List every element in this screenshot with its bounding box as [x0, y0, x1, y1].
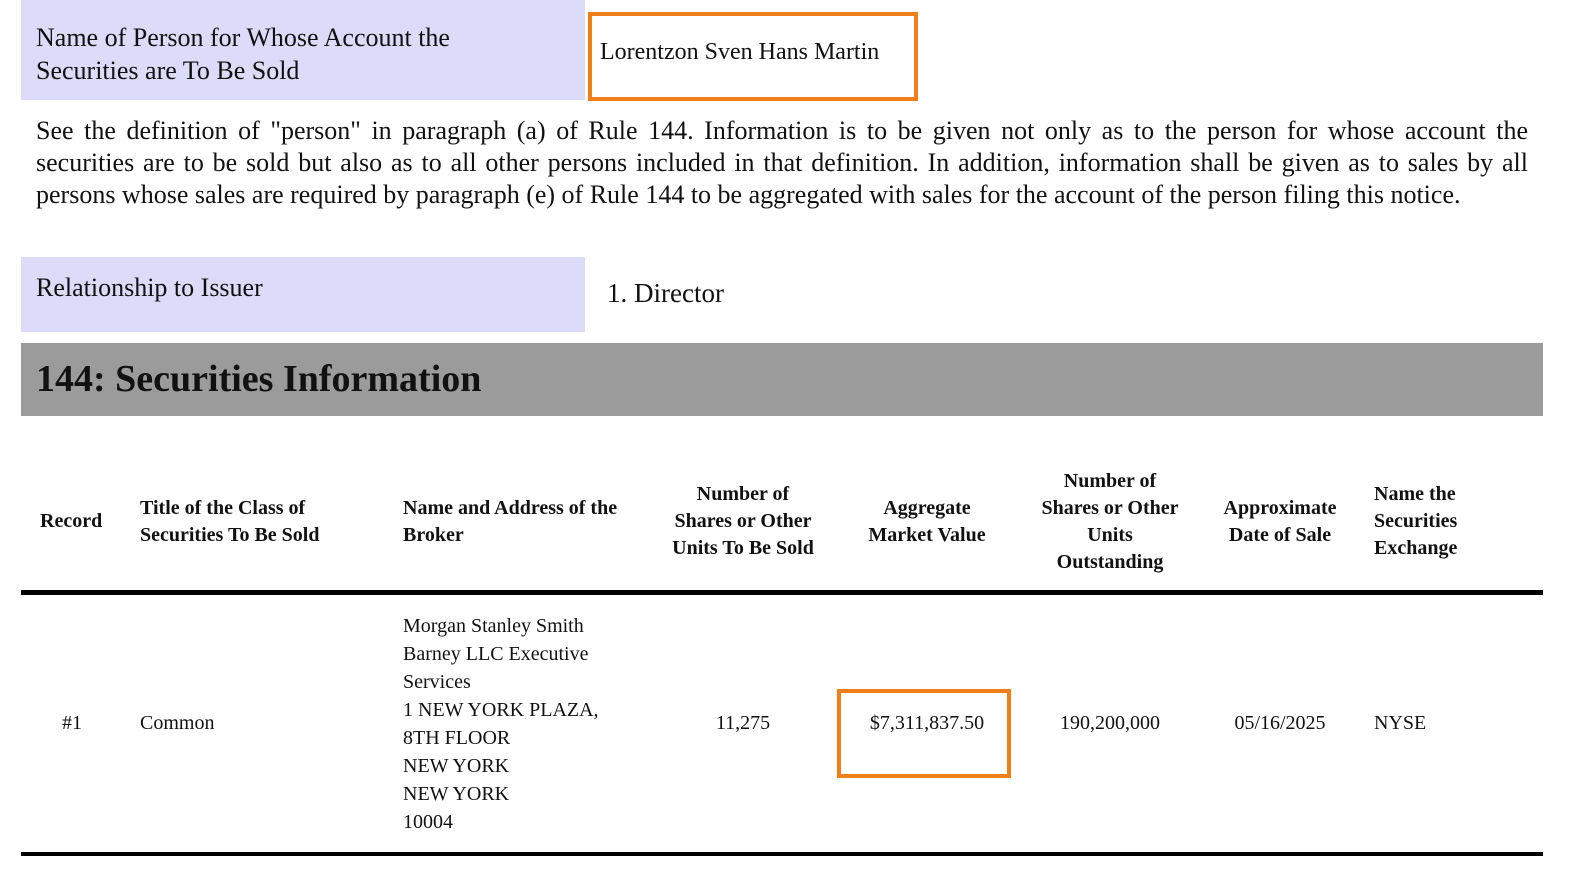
cell-broker [403, 612, 599, 836]
header-title-class-line: Securities To Be Sold [140, 524, 320, 546]
header-units-to-sell-line: Units To Be Sold [672, 537, 814, 559]
section-title: 144: Securities Information [21, 343, 1543, 416]
broker-line: 8TH FLOOR [403, 727, 511, 749]
header-units-outstanding-line: Outstanding [1056, 551, 1164, 573]
header-exchange-line: Name the [1374, 483, 1456, 505]
header-units-to-sell [658, 481, 828, 562]
header-units-outstanding-line: Units [1087, 524, 1133, 546]
person-name-label-line2: Securities are To Be Sold [36, 56, 300, 85]
header-market-value-line: Aggregate [883, 497, 971, 519]
header-sale-date [1210, 495, 1350, 549]
header-record: Record [40, 510, 103, 532]
header-broker-line: Name and Address of the [403, 497, 618, 519]
person-name-label [21, 0, 585, 100]
person-definition-text: See the definition of "person" in paragraph (a) of Rule 144. Information is to be given not only as to the person for whose account the securities are to be sold but also as to all other persons included in that definition. In addition, information shall be given as to sales by all persons whose sales are required by paragraph (e) of Rule 144 to be aggregated with sales for the account of the person filing this notice. [36, 116, 1528, 209]
header-exchange-line: Securities [1374, 510, 1458, 532]
header-exchange-line: Exchange [1374, 537, 1458, 559]
broker-line: Services [403, 671, 471, 693]
cell-units-to-sell: 11,275 [715, 712, 771, 734]
header-market-value [847, 495, 1007, 549]
header-units-to-sell-line: Number of [696, 483, 790, 505]
cell-units-outstanding: 190,200,000 [1060, 712, 1160, 734]
relationship-label: Relationship to Issuer [21, 257, 585, 332]
header-title-class [140, 495, 319, 549]
header-title-class-line: Title of the Class of [140, 497, 306, 519]
header-broker-line: Broker [403, 524, 464, 546]
broker-line: NEW YORK [403, 783, 510, 805]
header-units-to-sell-line: Shares or Other [674, 510, 812, 532]
header-units-outstanding-line: Number of [1063, 470, 1157, 492]
cell-exchange: NYSE [1374, 712, 1427, 734]
header-sale-date-line: Date of Sale [1228, 524, 1332, 546]
relationship-value: 1. Director [607, 278, 724, 308]
cell-market-value: $7,311,837.50 [869, 712, 985, 734]
table-bottom-divider [21, 852, 1543, 856]
header-units-outstanding [1025, 468, 1195, 576]
header-market-value-line: Market Value [868, 524, 986, 546]
person-name-label-line1: Name of Person for Whose Account the [36, 23, 450, 52]
header-exchange [1374, 481, 1457, 562]
cell-title-class: Common [140, 712, 215, 734]
header-units-outstanding-line: Shares or Other [1041, 497, 1179, 519]
person-name-value: Lorentzon Sven Hans Martin [600, 39, 880, 65]
header-sale-date-line: Approximate [1223, 497, 1337, 519]
broker-line: 1 NEW YORK PLAZA, [403, 699, 599, 721]
broker-line: NEW YORK [403, 755, 510, 777]
broker-line: 10004 [403, 811, 453, 833]
cell-sale-date: 05/16/2025 [1234, 712, 1326, 734]
broker-line: Barney LLC Executive [403, 643, 589, 665]
header-broker [403, 495, 617, 549]
broker-line: Morgan Stanley Smith [403, 615, 584, 637]
header-divider [21, 590, 1543, 595]
cell-record: #1 [62, 712, 82, 734]
